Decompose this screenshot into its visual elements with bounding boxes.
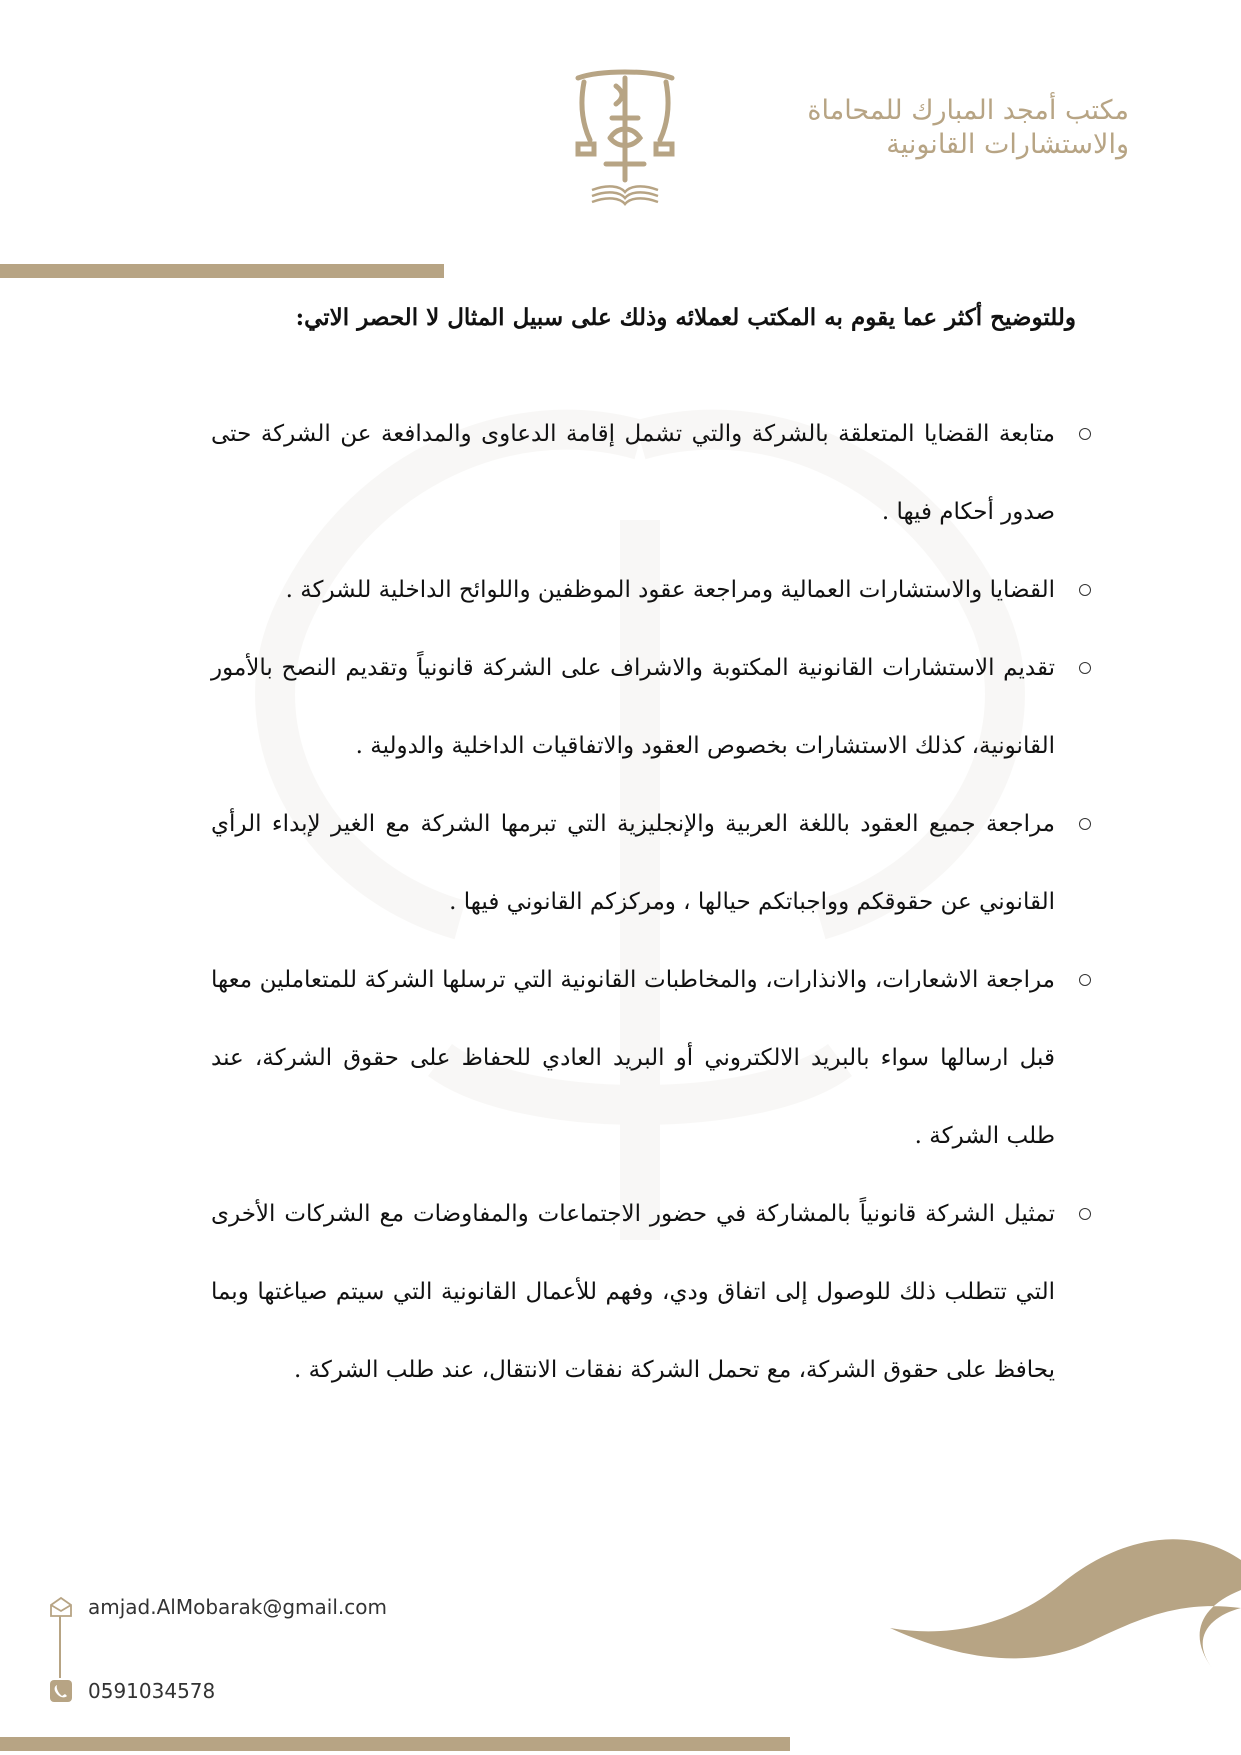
circle-bullet-icon <box>1079 428 1091 440</box>
service-text: القضايا والاستشارات العمالية ومراجعة عقود الموظفين واللوائح الداخلية للشركة . <box>285 577 1055 603</box>
top-accent-bar <box>0 264 444 278</box>
service-item <box>211 629 1091 785</box>
contact-phone[interactable] <box>48 1676 215 1706</box>
phone-icon <box>48 1678 74 1704</box>
service-text: مراجعة جميع العقود باللغة العربية والإنجليزية التي تبرمها الشركة مع الغير لإبداء الرأي القانوني عن حقوقكم وواجباتكم حيالها ، ومركزكم القانوني فيها . <box>211 811 1055 915</box>
service-text: متابعة القضايا المتعلقة بالشركة والتي تشمل إقامة الدعاوى والمدافعة عن الشركة حتى صدور أحكام فيها . <box>211 421 1055 525</box>
circle-bullet-icon <box>1079 584 1091 596</box>
service-text: تقديم الاستشارات القانونية المكتوبة والاشراف على الشركة قانونياً وتقديم النصح بالأمور القانونية، كذلك الاستشارات بخصوص العقود والاتفاقيات الداخلية والدولية . <box>211 655 1055 759</box>
decorative-wave <box>890 1530 1241 1680</box>
office-name-line2: والاستشارات القانونية <box>886 129 1129 160</box>
circle-bullet-icon <box>1079 974 1091 986</box>
phone-text[interactable]: 0591034578 <box>88 1679 216 1703</box>
office-name <box>709 94 1129 162</box>
bottom-accent-bar <box>0 1737 790 1751</box>
circle-bullet-icon <box>1079 818 1091 830</box>
service-text: تمثيل الشركة قانونياً بالمشاركة في حضور الاجتماعات والمفاوضات مع الشركات الأخرى التي تتطلب ذلك للوصول إلى اتفاق ودي، وفهم للأعمال القانونية التي سيتم صياغتها وبما يحافظ على حقوق الشركة، مع تحمل الشركة نفقات الانتقال، عند طلب الشركة . <box>211 1201 1055 1383</box>
email-text[interactable]: amjad.AlMobarak@gmail.com <box>88 1595 387 1619</box>
office-name-line1: مكتب أمجد المبارك للمحاماة <box>807 95 1129 126</box>
circle-bullet-icon <box>1079 662 1091 674</box>
services-list <box>211 395 1091 1409</box>
service-item <box>211 551 1091 629</box>
scales-of-justice-logo <box>570 68 680 208</box>
service-text: مراجعة الاشعارات، والانذارات، والمخاطبات القانونية التي ترسلها الشركة للمتعاملين معها قبل ارسالها سواء بالبريد الالكتروني أو البريد العادي للحفاظ على حقوق الشركة، عند طلب الشركة . <box>211 967 1055 1149</box>
service-item <box>211 785 1091 941</box>
circle-bullet-icon <box>1079 1208 1091 1220</box>
contact-email[interactable] <box>48 1592 387 1622</box>
envelope-icon <box>48 1594 74 1620</box>
intro-heading: وللتوضيح أكثر عما يقوم به المكتب لعملائه وذلك على سبيل المثال لا الحصر الاتي: <box>295 304 1076 331</box>
service-item <box>211 941 1091 1175</box>
contact-divider <box>59 1616 61 1678</box>
service-item <box>211 395 1091 551</box>
service-item <box>211 1175 1091 1409</box>
